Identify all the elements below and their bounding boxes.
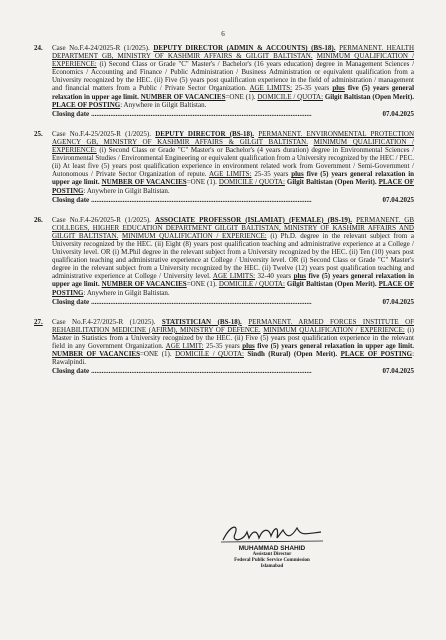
posting-label: PLACE OF POSTING	[52, 280, 415, 297]
entry-number: 27.	[34, 317, 43, 326]
age-label: AGE LIMITS:	[249, 84, 293, 93]
closing-dots: ..............................................................................................................................	[91, 367, 312, 376]
signatory-designation: Assistant Director	[252, 552, 292, 557]
department: PERMANENT. ENVIRONMENTAL PROTECTION AGENCY GB, MINISTRY OF KASHMIR AFFAIRS & GILGIT BALTISTAN.	[52, 129, 415, 146]
age-label: AGE LIMITS:	[212, 272, 256, 281]
vacancies-value: =ONE (1).	[225, 92, 256, 101]
closing-label: Closing date	[52, 367, 90, 376]
domicile-label: DOMICILE / QUOTA:	[218, 178, 285, 187]
case-number: Case No.F.4-24/2025-R (1/2025).	[52, 44, 150, 52]
closing-date-row	[52, 298, 414, 306]
vacancies-value: =ONE (1).	[139, 350, 172, 359]
posting-value: : Anywhere in Gilgit Baltistan.	[83, 186, 170, 195]
age-range: 32-40 years	[257, 272, 292, 281]
posting-label: PLACE OF POSTING	[340, 350, 413, 359]
qualification-text: (i) Ph.D. degree in the relevant subject from a University recognized by the HEC. (ii) Eight (8) years post qualification teaching and administrative experience at a College / University level. OR (i) M.Phil degree in the relevant subject from a University recognized by the HEC. (ii) Ten (10) years post qualification teaching and administrative experience at College / University level. OR (i) Second Class or Grade "C" Master's degree in the relevant subject from a University recognized by the HEC. (ii) Twelve (12) years post qualification teaching and administrative experience at College / University level.	[52, 231, 414, 281]
closing-date: 07.04.2025	[382, 195, 414, 204]
age-range: 25-35 years	[295, 84, 330, 93]
domicile-label: DOMICILE / QUOTA:	[257, 92, 324, 101]
job-entries	[34, 44, 414, 387]
qualification-label: MINIMUM QUALIFICATION / EXPERIENCE:	[263, 325, 405, 334]
closing-date: 07.04.2025	[382, 297, 414, 306]
signature-block	[212, 520, 332, 570]
vacancies-label: NUMBER OF VACANCIES	[52, 350, 140, 359]
job-entry-26	[34, 216, 414, 306]
signatory-city: Islamabad	[260, 564, 284, 569]
domicile-value: Sindh (Rural) (Open Merit).	[247, 350, 338, 359]
age-label: AGE LIMIT:	[165, 342, 204, 350]
closing-date: 07.04.2025	[382, 109, 414, 118]
domicile-value: Gilgit Baltistan (Open Merit).	[324, 92, 415, 101]
closing-label: Closing date	[52, 109, 90, 118]
age-range: 25-35 years	[254, 170, 289, 179]
posting-label: PLACE OF POSTING	[52, 178, 415, 195]
posting-value: : Anywhere in Gilgit Baltistan.	[120, 100, 207, 109]
posting-value: : Anywhere in Gilgit Baltistan.	[83, 288, 170, 297]
qualification-label: MINIMUM QUALIFICATION / EXPERIENCE:	[121, 231, 267, 240]
age-relaxation: five (5) years general relaxation in upper age limit.	[52, 272, 415, 289]
posting-value: : Rawalpindi.	[52, 350, 415, 367]
domicile-value: Gilgit Baltistan (Open Merit).	[286, 178, 377, 187]
vacancies-value: =ONE (1).	[186, 280, 217, 289]
domicile-label: DOMICILE / QUOTA:	[175, 350, 244, 359]
age-relaxation: five (5) years general relaxation in upper age limit.	[52, 170, 415, 187]
age-plus: plus	[293, 272, 307, 281]
vacancies-value: =ONE (1).	[186, 178, 217, 187]
job-entry-27	[34, 318, 414, 376]
job-entry-24	[34, 44, 414, 118]
signatory-organization: Federal Public Service Commission	[234, 558, 310, 563]
age-plus: plus	[242, 342, 255, 350]
case-number: Case No.F.4-27/2025-R (1/2025).	[52, 317, 156, 326]
age-range: 25-35 years	[206, 342, 240, 350]
department: PERMANENT. ARMED FORCES INSTITUTE OF REHABILITATION MEDICINE (AFIRM), MINISTRY OF DEFENCE.	[52, 317, 415, 334]
age-label: AGE LIMITS:	[208, 170, 252, 179]
domicile-label: DOMICILE / QUOTA:	[218, 280, 285, 289]
qualification-label: MINIMUM QUALIFICATION / EXPERIENCE:	[52, 52, 415, 69]
case-number: Case No.F.4-26/2025-R (1/2025).	[52, 215, 151, 224]
age-relaxation: five (5) years general relaxation in upper age limit.	[257, 342, 415, 350]
age-relaxation: five (5) years general relaxation in upper age limit.	[52, 84, 415, 101]
domicile-value: Gilgit Baltistan (Open Merit).	[286, 280, 377, 289]
age-plus: plus	[332, 84, 345, 93]
post-title: STATISTICIAN (BS-18).	[161, 317, 242, 326]
qualification-text: (i) Master in Statistics from a University recognized by the HEC. (ii) Five (5) years post qualification experience in the relevant field in any Government Organization.	[52, 325, 415, 350]
handwritten-signature	[217, 520, 327, 546]
department: PERMANENT. GB COLLEGES, HIGHER EDUCATION DEPARTMENT GILGIT BALTISTAN, MINISTRY OF KASHMIR AFFAIRS AND GILGIT BALTISTAN.	[52, 215, 415, 240]
closing-date: 07.04.2025	[382, 367, 414, 376]
closing-label: Closing date	[52, 297, 90, 306]
vacancies-label: NUMBER OF VACANCIES	[101, 280, 187, 289]
qualification-text: (i) Second Class or Grade "C" Master's or Bachelor's (4 years duration) degree in Environmental Sciences / Environmental Studies / Environmental Engineering or equivalent qualification from a University recognized by the HEC / PEC. (ii) At least five (5) years post qualification experience in environment related work from Government / Semi-Government / Autonomous / Private Sector Organization of repute.	[52, 146, 415, 179]
closing-dots: ..............................................................................................................................	[91, 297, 312, 306]
post-title: ASSOCIATE PROFESSOR (ISLAMIAT) (FEMALE) (BS-19).	[155, 215, 352, 224]
page-number: 6	[221, 30, 225, 38]
entry-number: 24.	[34, 44, 43, 52]
qualification-text: (i) Second Class or Grade "C" Master's / Bachelor's (16 years education) degree in Management Sciences / Economics / Accounting and Finance / Public Administration / Business Administration or equivalent qualification from a University recognized by the HEC. (ii) Five (5) years post qualification experience in the field of administration / management and financial matters from a Public / Private Sector Organization.	[52, 60, 415, 93]
post-title: DEPUTY DIRECTOR (ADMIN & ACCOUNTS) (BS-18).	[153, 44, 336, 52]
closing-date-row	[52, 367, 414, 375]
entry-number: 25.	[34, 129, 43, 138]
closing-label: Closing date	[52, 195, 90, 204]
vacancies-label: NUMBER OF VACANCIES	[101, 178, 187, 187]
qualification-label: MINIMUM QUALIFICATION / EXPERIENCE:	[52, 137, 414, 155]
closing-dots: ..............................................................................................................................	[91, 195, 312, 204]
age-plus: plus	[291, 170, 304, 179]
department: PERMANENT. HEALTH DEPARTMENT GB, MINISTRY OF KASHMIR AFFAIRS & GILGIT BALTISTAN.	[52, 44, 415, 61]
signatory-name: MUHAMMAD SHAHID	[238, 545, 306, 552]
posting-label: PLACE OF POSTING	[52, 100, 121, 109]
case-number: Case No.F.4-25/2025-R (1/2025).	[52, 129, 152, 138]
entry-number: 26.	[34, 215, 43, 224]
vacancies-label: NUMBER OF VACANCIES	[140, 92, 226, 101]
job-entry-25	[34, 130, 414, 204]
closing-date-row	[52, 110, 414, 118]
post-title: DEPUTY DIRECTOR (BS-18).	[155, 129, 255, 138]
closing-dots: ..............................................................................................................................	[91, 109, 312, 118]
closing-date-row	[52, 196, 414, 204]
